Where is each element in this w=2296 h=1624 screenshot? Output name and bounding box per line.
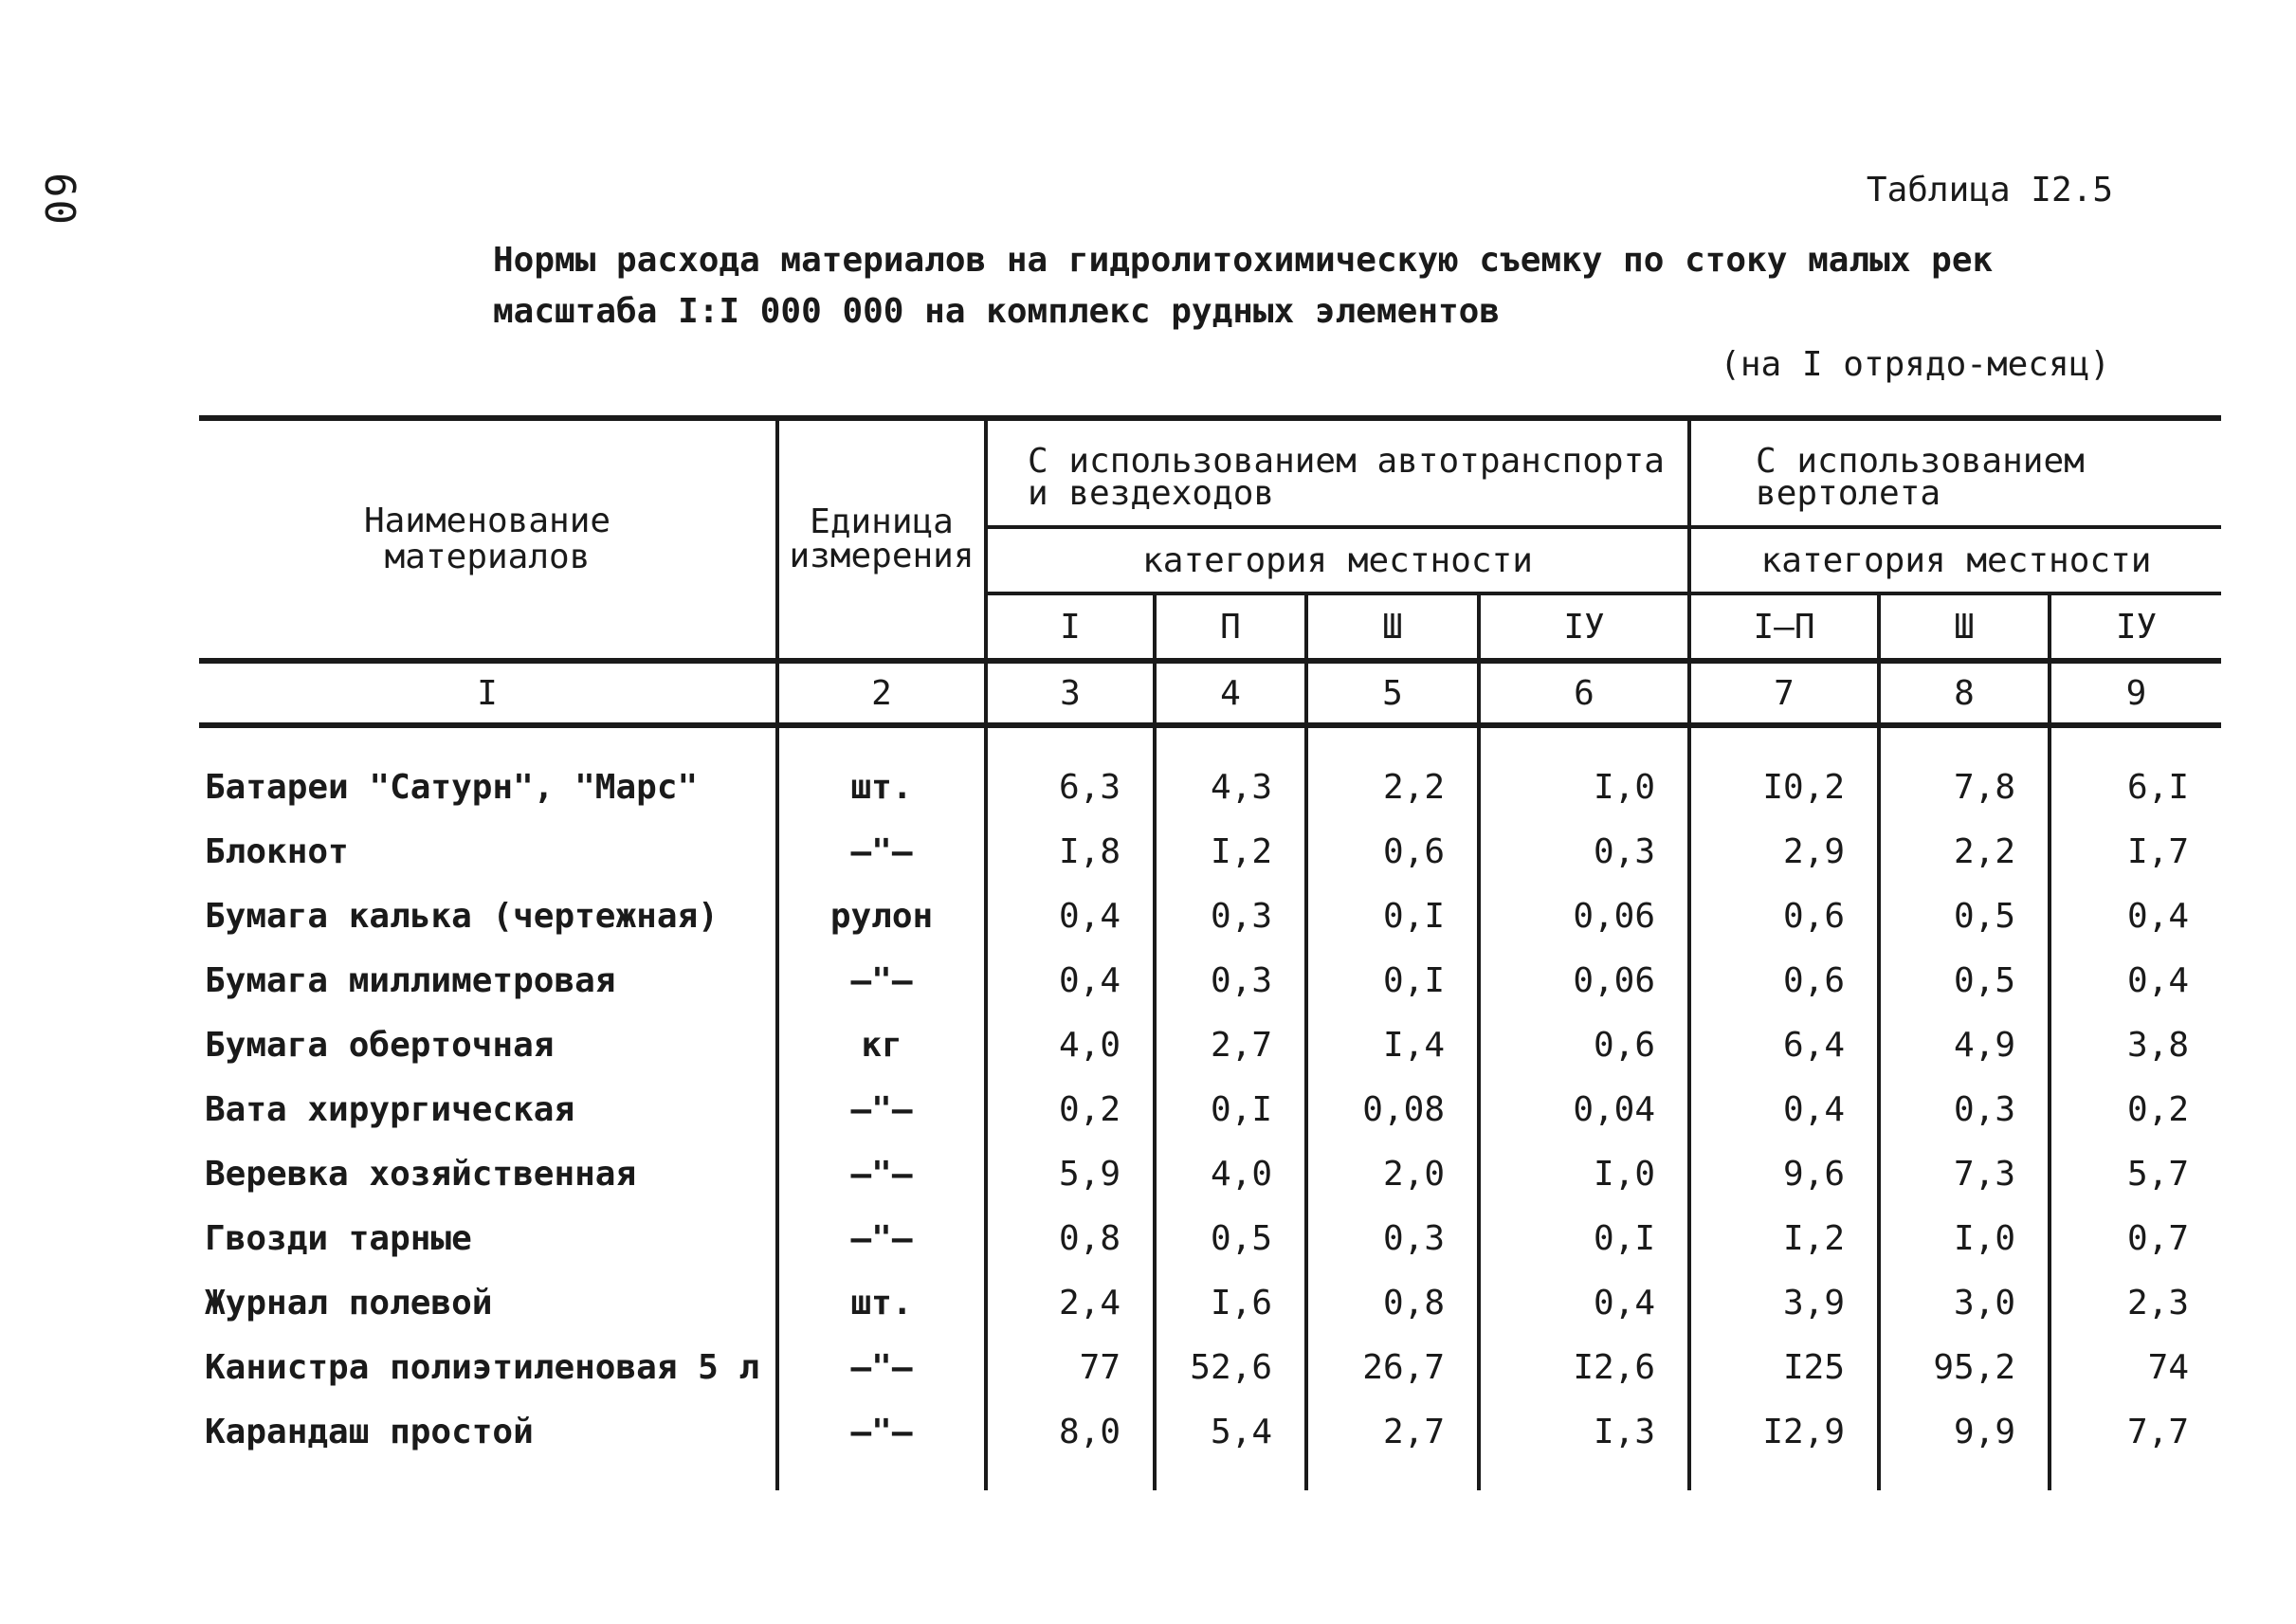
value-cell: 0,4 <box>1689 1077 1879 1141</box>
table-row <box>199 1399 2221 1490</box>
value-cell: I25 <box>1689 1335 1879 1399</box>
header-cat-auto-2: П <box>1155 593 1306 661</box>
header-cat-auto-1: I <box>986 593 1155 661</box>
value-cell: I0,2 <box>1689 725 1879 819</box>
page-number: 60 <box>35 173 83 227</box>
value-cell: 0,4 <box>2050 948 2221 1013</box>
column-number: 8 <box>1879 661 2050 725</box>
header-group-helicopter: С использованием вертолета <box>1689 418 2221 527</box>
value-cell: 0,6 <box>1689 884 1879 948</box>
material-name-cell: Блокнот <box>205 831 349 871</box>
header-cat-heli-1: I–П <box>1689 593 1879 661</box>
value-cell: 0,2 <box>986 1077 1155 1141</box>
value-cell: 0,08 <box>1306 1077 1479 1141</box>
value-cell: 2,4 <box>986 1270 1155 1335</box>
header-cat-heli-3: IУ <box>2050 593 2221 661</box>
value-cell: 6,4 <box>1689 1013 1879 1077</box>
value-cell: 6,3 <box>986 725 1155 819</box>
column-number: 5 <box>1306 661 1479 725</box>
value-cell: 4,0 <box>1155 1141 1306 1206</box>
column-number: 7 <box>1689 661 1879 725</box>
value-cell: I,8 <box>986 819 1155 884</box>
value-cell: 0,06 <box>1479 884 1689 948</box>
header-unit: Единица измерения <box>777 418 986 661</box>
material-name-cell: Журнал полевой <box>205 1283 493 1323</box>
header-cat-heli-2: Ш <box>1879 593 2050 661</box>
value-cell: 7,3 <box>1879 1141 2050 1206</box>
table-label: Таблица I2.5 <box>1866 171 2113 210</box>
value-cell: 0,I <box>1306 884 1479 948</box>
value-cell: I,2 <box>1155 819 1306 884</box>
material-name-cell: Карандаш простой <box>205 1412 534 1451</box>
unit-cell: рулон <box>777 884 986 948</box>
material-name-cell: Гвозди тарные <box>205 1218 472 1258</box>
unit-cell: шт. <box>777 725 986 819</box>
material-name-cell: Батареи "Сатурн", "Марс" <box>205 767 699 807</box>
value-cell: 5,7 <box>2050 1141 2221 1206</box>
value-cell: 6,I <box>2050 725 2221 819</box>
value-cell: I,0 <box>1479 1141 1689 1206</box>
table-body <box>199 725 2221 1490</box>
value-cell: 2,2 <box>1879 819 2050 884</box>
value-cell: I,4 <box>1306 1013 1479 1077</box>
table-row <box>199 1013 2221 1077</box>
value-cell: 0,4 <box>986 948 1155 1013</box>
header-category-auto: категория местности <box>986 527 1689 593</box>
unit-cell: –"– <box>777 1141 986 1206</box>
value-cell: 2,2 <box>1306 725 1479 819</box>
value-cell: 5,4 <box>1155 1399 1306 1490</box>
value-cell: 0,5 <box>1155 1206 1306 1270</box>
value-cell: I,0 <box>1879 1206 2050 1270</box>
header-cat-auto-3: Ш <box>1306 593 1479 661</box>
document-title: Нормы расхода материалов на гидролитохимическую съемку по стоку малых рек масштаба I:I 000 000 на комплекс рудных элементов <box>493 241 1994 331</box>
value-cell: I,3 <box>1479 1399 1689 1490</box>
materials-norms-table <box>199 415 2221 1490</box>
value-cell: 0,7 <box>2050 1206 2221 1270</box>
unit-cell: –"– <box>777 948 986 1013</box>
table-row <box>199 884 2221 948</box>
unit-note: (на I отрядо-месяц) <box>1720 345 2110 384</box>
value-cell: 7,7 <box>2050 1399 2221 1490</box>
column-number: 4 <box>1155 661 1306 725</box>
unit-cell: –"– <box>777 1399 986 1490</box>
value-cell: 0,3 <box>1306 1206 1479 1270</box>
value-cell: I,7 <box>2050 819 2221 884</box>
table-row <box>199 819 2221 884</box>
material-name-cell: Бумага миллиметровая <box>205 960 616 1000</box>
unit-cell: шт. <box>777 1270 986 1335</box>
unit-cell: –"– <box>777 1077 986 1141</box>
table-header <box>199 418 2221 725</box>
value-cell: I,6 <box>1155 1270 1306 1335</box>
column-number: 6 <box>1479 661 1689 725</box>
value-cell: 0,5 <box>1879 948 2050 1013</box>
value-cell: 0,06 <box>1479 948 1689 1013</box>
value-cell: 95,2 <box>1879 1335 2050 1399</box>
value-cell: 3,0 <box>1879 1270 2050 1335</box>
value-cell: 0,3 <box>1155 948 1306 1013</box>
value-cell: 52,6 <box>1155 1335 1306 1399</box>
material-name-cell: Веревка хозяйственная <box>205 1154 637 1194</box>
value-cell: 0,5 <box>1879 884 2050 948</box>
table-row <box>199 1141 2221 1206</box>
column-number: I <box>199 661 777 725</box>
value-cell: 0,3 <box>1879 1077 2050 1141</box>
material-name-cell: Канистра полиэтиленовая 5 л <box>205 1347 760 1387</box>
value-cell: 0,I <box>1479 1206 1689 1270</box>
value-cell: 4,9 <box>1879 1013 2050 1077</box>
value-cell: 9,6 <box>1689 1141 1879 1206</box>
value-cell: 8,0 <box>986 1399 1155 1490</box>
value-cell: 0,6 <box>1689 948 1879 1013</box>
header-material-name: Наименование материалов <box>199 418 777 661</box>
column-number: 9 <box>2050 661 2221 725</box>
value-cell: 0,6 <box>1306 819 1479 884</box>
value-cell: I2,6 <box>1479 1335 1689 1399</box>
value-cell: 0,6 <box>1479 1013 1689 1077</box>
value-cell: I2,9 <box>1689 1399 1879 1490</box>
value-cell: 4,3 <box>1155 725 1306 819</box>
unit-cell: кг <box>777 1013 986 1077</box>
table-row <box>199 1206 2221 1270</box>
table-row <box>199 1335 2221 1399</box>
value-cell: 0,4 <box>2050 884 2221 948</box>
value-cell: 7,8 <box>1879 725 2050 819</box>
value-cell: 9,9 <box>1879 1399 2050 1490</box>
table-row <box>199 948 2221 1013</box>
value-cell: 0,I <box>1155 1077 1306 1141</box>
value-cell: 2,7 <box>1306 1399 1479 1490</box>
table-row <box>199 725 2221 819</box>
value-cell: 2,7 <box>1155 1013 1306 1077</box>
value-cell: 3,8 <box>2050 1013 2221 1077</box>
header-cat-auto-4: IУ <box>1479 593 1689 661</box>
header-group-auto: С использованием автотранспорта и вездеходов <box>986 418 1689 527</box>
header-category-helicopter: категория местности <box>1689 527 2221 593</box>
value-cell: 5,9 <box>986 1141 1155 1206</box>
value-cell: 0,4 <box>1479 1270 1689 1335</box>
table-row <box>199 1077 2221 1141</box>
material-name-cell: Бумага калька (чертежная) <box>205 896 719 936</box>
value-cell: 4,0 <box>986 1013 1155 1077</box>
value-cell: 26,7 <box>1306 1335 1479 1399</box>
value-cell: 0,I <box>1306 948 1479 1013</box>
unit-cell: –"– <box>777 819 986 884</box>
unit-cell: –"– <box>777 1206 986 1270</box>
value-cell: 0,3 <box>1155 884 1306 948</box>
value-cell: 3,9 <box>1689 1270 1879 1335</box>
value-cell: 0,2 <box>2050 1077 2221 1141</box>
value-cell: 2,3 <box>2050 1270 2221 1335</box>
value-cell: 0,8 <box>986 1206 1155 1270</box>
value-cell: 74 <box>2050 1335 2221 1399</box>
unit-cell: –"– <box>777 1335 986 1399</box>
value-cell: 0,04 <box>1479 1077 1689 1141</box>
value-cell: 77 <box>986 1335 1155 1399</box>
value-cell: 2,0 <box>1306 1141 1479 1206</box>
value-cell: I,0 <box>1479 725 1689 819</box>
value-cell: I,2 <box>1689 1206 1879 1270</box>
value-cell: 0,3 <box>1479 819 1689 884</box>
value-cell: 0,8 <box>1306 1270 1479 1335</box>
column-number-row <box>199 661 2221 725</box>
table-row <box>199 1270 2221 1335</box>
value-cell: 0,4 <box>986 884 1155 948</box>
material-name-cell: Вата хирургическая <box>205 1089 575 1129</box>
column-number: 2 <box>777 661 986 725</box>
value-cell: 2,9 <box>1689 819 1879 884</box>
material-name-cell: Бумага оберточная <box>205 1025 555 1065</box>
column-number: 3 <box>986 661 1155 725</box>
